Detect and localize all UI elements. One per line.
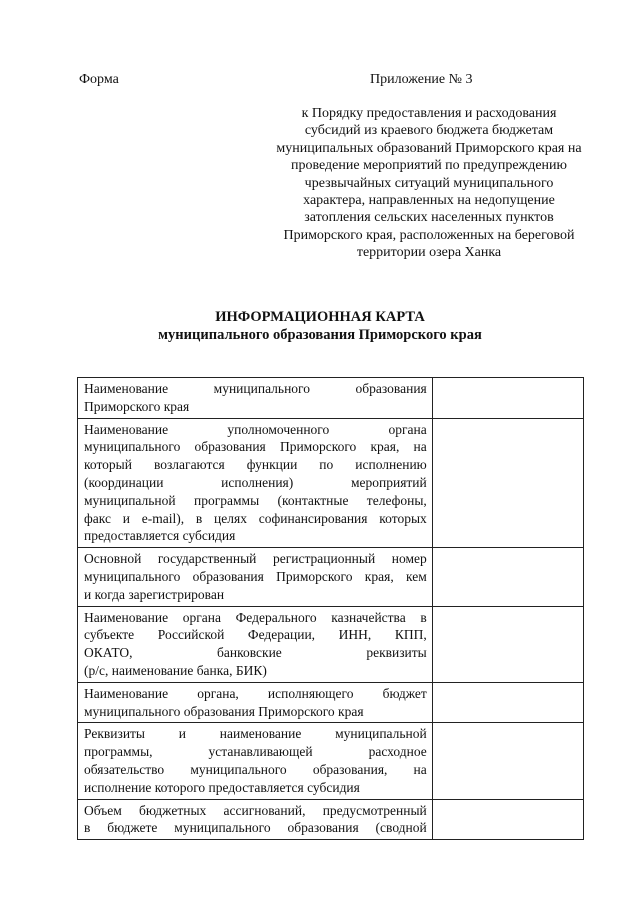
label-line: Наименование органа, исполняющего бюджет [84, 685, 427, 701]
appendix-line: проведение мероприятий по предупреждению [291, 158, 567, 174]
value-cell[interactable] [432, 418, 583, 548]
row-label [78, 548, 433, 606]
appendix-line: чрезвычайных ситуаций муниципального [304, 175, 554, 191]
label-line: (р/с, наименование банка, БИК) [84, 662, 267, 678]
appendix-line: субсидий из краевого бюджета бюджетам [304, 123, 554, 139]
appendix-line: территории озера Ханка [356, 245, 502, 261]
label-line: Наименование органа Федерального казначейства в [84, 609, 427, 625]
appendix-label: Приложение № 3 [370, 72, 473, 87]
row-label [78, 799, 433, 840]
label-line: муниципального образования Приморского края, кем [84, 568, 427, 584]
table-row [78, 799, 584, 840]
appendix-line: Приморского края, расположенных на береговой [283, 227, 575, 243]
label-line: факс и e-mail), в целях софинансирования которых [84, 510, 427, 526]
label-line: ОКАТО, банковские реквизиты [84, 645, 427, 661]
label-line: который возлагаются функции по исполнению [84, 457, 427, 473]
value-cell[interactable] [432, 378, 583, 419]
label-line: программы, устанавливающей расходное [84, 744, 427, 760]
appendix-line: муниципальных образований Приморского края на [276, 140, 582, 156]
label-line: (координации исполнения) мероприятий [84, 474, 427, 490]
appendix-line: характера, направленных на недопущение [303, 193, 555, 209]
label-line: муниципального образования Приморского края [84, 703, 364, 719]
label-line: Объем бюджетных ассигнований, предусмотренный [84, 802, 427, 818]
appendix-line: затопления сельских населенных пунктов [304, 210, 554, 226]
label-line: исполнение которого предоставляется субсидия [84, 779, 360, 795]
row-label [78, 723, 433, 799]
table-row [78, 418, 584, 548]
value-cell[interactable] [432, 682, 583, 723]
table-row [78, 682, 584, 723]
label-line: обязательство муниципального образования, на [84, 761, 427, 777]
label-line: и когда зарегистрирован [84, 586, 225, 602]
table-row [78, 378, 584, 419]
value-cell[interactable] [432, 548, 583, 606]
label-line: субъекте Российской Федерации, ИНН, КПП, [84, 627, 427, 643]
label-line: Наименование муниципального образования [84, 381, 427, 396]
value-cell[interactable] [432, 723, 583, 799]
value-cell[interactable] [432, 799, 583, 840]
label-line: предоставляется субсидия [84, 528, 236, 544]
label-line: муниципальной программы (контактные телефоны, [84, 492, 427, 508]
label-line: Наименование уполномоченного органа [84, 421, 427, 437]
label-line: в бюджете муниципального образования (сводной [84, 820, 427, 836]
label-line: Реквизиты и наименование муниципальной [84, 726, 427, 742]
card-title: ИНФОРМАЦИОННАЯ КАРТА [215, 309, 425, 325]
row-label [78, 378, 433, 419]
row-label [78, 418, 433, 548]
appendix-line: к Порядку предоставления и расходования [301, 106, 557, 121]
info-table [77, 377, 584, 840]
row-label [78, 682, 433, 723]
label-line: Приморского края [84, 398, 190, 414]
label-line: Основной государственный регистрационный номер [84, 551, 427, 567]
table-row [78, 606, 584, 682]
table-row [78, 723, 584, 799]
table-row [78, 548, 584, 606]
appendix-description [255, 105, 603, 262]
card-subtitle: муниципального образования Приморского края [158, 327, 482, 343]
label-line: муниципального образования Приморского края, на [84, 439, 427, 455]
row-label [78, 606, 433, 682]
form-label: Форма [79, 72, 119, 87]
value-cell[interactable] [432, 606, 583, 682]
